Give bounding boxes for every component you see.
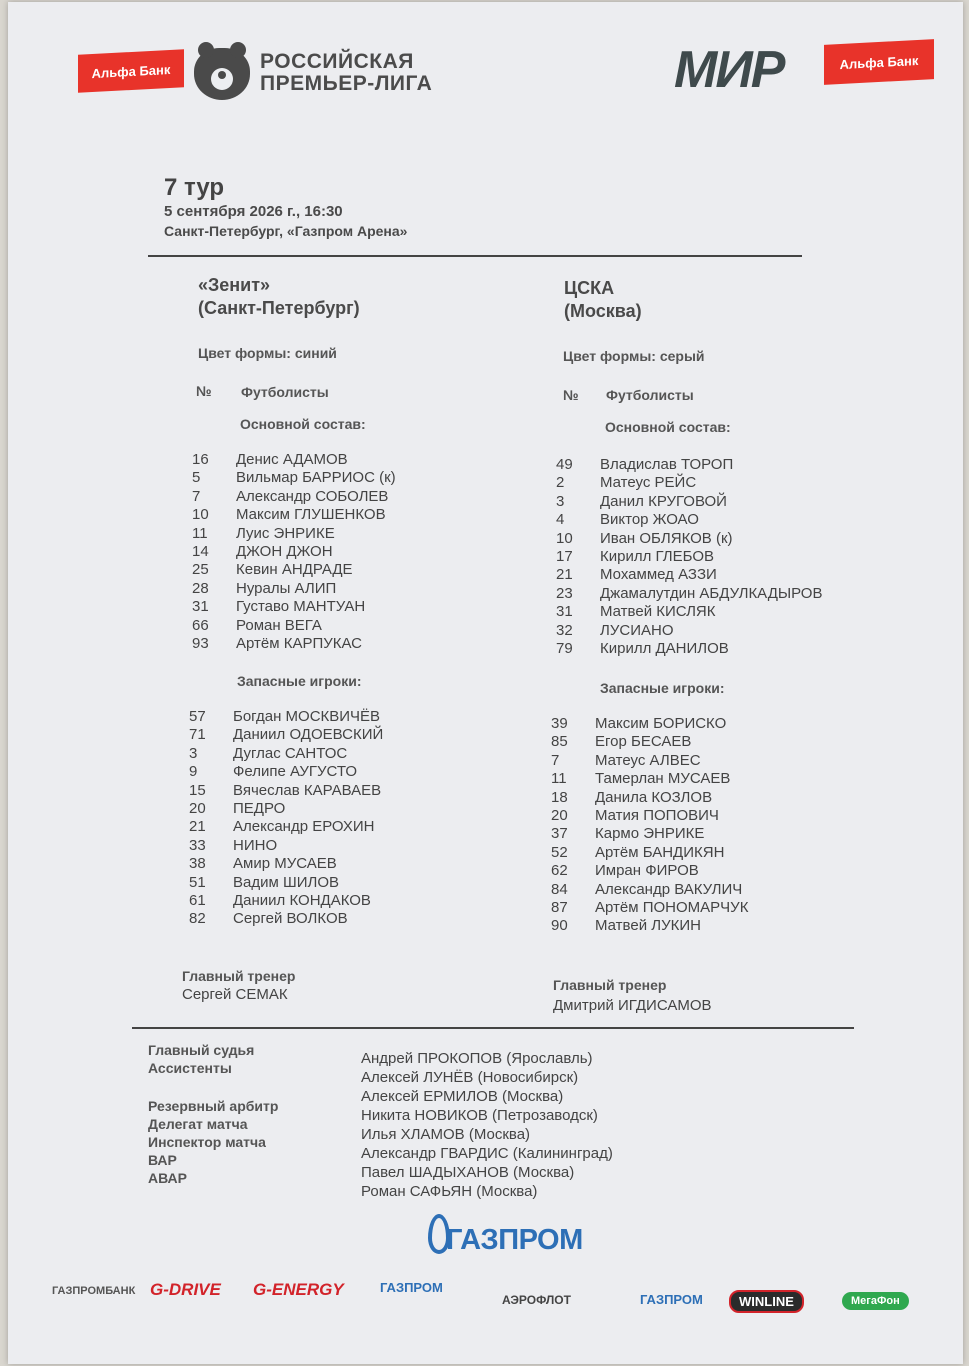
alfa-bank-logo-left — [78, 49, 184, 93]
alfa-bank-right-label: Альфа Банк — [839, 52, 919, 72]
player-number: 39 — [551, 715, 568, 732]
player-number: 9 — [189, 763, 198, 781]
league-title-line2: ПРЕМЬЕР-ЛИГА — [260, 72, 433, 95]
official-name: Никита НОВИКОВ (Петрозаводск) — [361, 1107, 598, 1124]
sponsor-megafon — [842, 1292, 909, 1310]
player-number: 23 — [556, 584, 573, 602]
player-number: 90 — [551, 917, 568, 935]
away-team-name-line2: (Москва) — [564, 301, 642, 321]
home-starting-header: Основной состав: — [240, 416, 366, 432]
player-name: Данил КРУГОВОЙ — [600, 492, 727, 510]
match-date: 5 сентября 2026 г., 16:30 — [164, 203, 343, 220]
player-name: Амир МУСАЕВ — [233, 855, 337, 873]
player-name: Имран ФИРОВ — [595, 862, 699, 880]
player-number: 17 — [556, 547, 573, 565]
player-number: 52 — [551, 843, 568, 861]
player-name: Вячеслав КАРАВАЕВ — [233, 781, 382, 799]
player-number: 21 — [189, 818, 206, 836]
home-team-name-line2: (Санкт-Петербург) — [198, 298, 360, 318]
player-name: Александр ВАКУЛИЧ — [595, 880, 743, 898]
player-name: Фелипе АУГУСТО — [233, 763, 358, 781]
player-name: Матвей КИСЛЯК — [600, 603, 716, 621]
official-name: Алексей ЕРМИЛОВ (Москва) — [361, 1088, 564, 1105]
official-name: Алексей ЛУНЁВ (Новосибирск) — [361, 1069, 579, 1086]
alfa-bank-logo-right — [824, 39, 934, 85]
player-name: Богдан МОСКВИЧЁВ — [233, 708, 381, 725]
sponsor-megafon-label: МегаФон — [851, 1295, 900, 1307]
player-name: ЛУСИАНО — [600, 621, 674, 639]
mir-logo: МИР — [674, 41, 784, 99]
divider-top — [148, 255, 802, 257]
player-name: Данила КОЗЛОВ — [595, 788, 713, 806]
player-name: Нуралы АЛИП — [236, 579, 337, 597]
sponsor-winline-label: WINLINE — [739, 1294, 794, 1309]
player-name: Артём БАНДИКЯН — [595, 843, 725, 861]
role-inspector: Инспектор матча — [148, 1134, 266, 1150]
player-name: НИНО — [233, 836, 278, 854]
player-number: 66 — [192, 616, 209, 634]
sponsor-gazprom-2: ГАЗПРОМ — [380, 1280, 443, 1295]
away-team-name — [564, 277, 642, 323]
sponsor-gazprom-3: ГАЗПРОМ — [640, 1292, 703, 1307]
away-coach-title: Главный тренер — [553, 977, 667, 993]
role-delegate: Делегат матча — [148, 1116, 248, 1132]
sponsor-aeroflot: АЭРОФЛОТ — [502, 1293, 571, 1307]
player-number: 4 — [556, 511, 565, 529]
player-name: Даниил ОДОЕВСКИЙ — [233, 726, 384, 744]
divider-bottom — [132, 1027, 854, 1029]
gazprom-main-label: ГАЗПРОМ — [446, 1224, 583, 1256]
player-name: Матеус РЕЙС — [600, 474, 697, 492]
player-number: 87 — [551, 898, 568, 916]
player-name: Дуглас САНТОС — [233, 744, 348, 762]
player-number: 51 — [189, 873, 206, 891]
match-venue: Санкт-Петербург, «Газпром Арена» — [164, 223, 408, 239]
player-number: 25 — [192, 561, 209, 579]
away-subs-header: Запасные игроки: — [600, 680, 725, 696]
player-name: Матия ПОПОВИЧ — [595, 806, 719, 824]
home-coach-name: Сергей СЕМАК — [182, 986, 288, 1003]
player-name: Александр СОБОЛЕВ — [236, 487, 389, 505]
role-avar: АВАР — [148, 1170, 187, 1186]
player-name: Александр ЕРОХИН — [233, 818, 375, 836]
player-name: Владислав ТОРОП — [600, 456, 734, 473]
player-number: 14 — [192, 542, 209, 560]
player-number: 3 — [189, 744, 198, 762]
player-name: Максим ГЛУШЕНКОВ — [236, 506, 386, 524]
player-name: Кирилл ДАНИЛОВ — [600, 639, 729, 657]
player-number: 10 — [556, 529, 573, 547]
away-team-name-line1: ЦСКА — [564, 278, 615, 298]
rpl-bear-icon — [194, 48, 250, 100]
player-name: Мохаммед АЗЗИ — [600, 566, 717, 584]
away-number-header: № — [563, 387, 579, 403]
player-name: ДЖОН ДЖОН — [236, 542, 333, 560]
player-name: Денис АДАМОВ — [236, 451, 348, 468]
player-number: 11 — [551, 770, 567, 788]
player-number: 20 — [189, 799, 206, 817]
player-name: Даниил КОНДАКОВ — [233, 891, 371, 909]
player-number: 7 — [192, 487, 201, 505]
home-coach-title: Главный тренер — [182, 968, 296, 984]
player-name: Матеус АЛВЕС — [595, 751, 701, 769]
player-name: ПЕДРО — [233, 799, 286, 817]
home-subs-header: Запасные игроки: — [237, 673, 362, 689]
alfa-bank-left-label: Альфа Банк — [91, 61, 171, 81]
official-name: Павел ШАДЫХАНОВ (Москва) — [361, 1164, 575, 1181]
away-starting-header: Основной состав: — [605, 419, 731, 435]
home-team-name — [198, 274, 360, 320]
player-name: Джамалутдин АБДУЛКАДЫРОВ — [600, 584, 823, 602]
player-number: 31 — [192, 598, 209, 616]
player-name: Кармо ЭНРИКЕ — [595, 825, 705, 843]
player-number: 93 — [192, 634, 209, 652]
player-number: 62 — [551, 862, 568, 880]
round-title: 7 тур — [164, 174, 225, 201]
player-name: Кирилл ГЛЕБОВ — [600, 547, 714, 565]
player-number: 79 — [556, 639, 573, 657]
player-name: Вильмар БАРРИОС (к) — [236, 469, 396, 487]
official-name: Илья ХЛАМОВ (Москва) — [361, 1126, 531, 1143]
player-number: 16 — [192, 451, 209, 468]
player-number: 61 — [189, 891, 206, 909]
player-number: 28 — [192, 579, 209, 597]
lineup-sheet — [8, 2, 963, 1364]
player-number: 71 — [189, 726, 206, 744]
player-name: Роман ВЕГА — [236, 616, 322, 634]
role-var: ВАР — [148, 1152, 177, 1168]
official-name: Александр ГВАРДИС (Калининград) — [361, 1145, 613, 1162]
sponsor-winline — [729, 1290, 804, 1313]
home-players-header: Футболисты — [241, 384, 329, 400]
player-name: Артём ПОНОМАРЧУК — [595, 898, 749, 916]
player-number: 33 — [189, 836, 206, 854]
player-number: 82 — [189, 910, 206, 928]
player-number: 84 — [551, 880, 568, 898]
player-number: 21 — [556, 566, 573, 584]
player-number: 11 — [192, 524, 208, 542]
player-number: 31 — [556, 603, 573, 621]
sponsor-genergy: G-ENERGY — [253, 1280, 344, 1299]
player-name: Кевин АНДРАДЕ — [236, 561, 353, 579]
sponsor-gdrive: G-DRIVE — [150, 1280, 221, 1299]
player-name: Густаво МАНТУАН — [236, 598, 366, 616]
player-name: Иван ОБЛЯКОВ (к) — [600, 529, 733, 547]
home-team-name-line1: «Зенит» — [198, 275, 271, 295]
gazprom-main-logo — [422, 1224, 583, 1257]
away-players-header: Футболисты — [606, 387, 694, 403]
home-kit-color: Цвет формы: синий — [198, 345, 337, 361]
player-number: 3 — [556, 492, 565, 510]
player-number: 7 — [551, 751, 560, 769]
player-name: Виктор ЖОАО — [600, 511, 699, 529]
player-number: 2 — [556, 474, 565, 492]
role-referee: Главный судья — [148, 1042, 255, 1058]
player-name: Сергей ВОЛКОВ — [233, 910, 348, 928]
player-number: 18 — [551, 788, 568, 806]
role-reserve: Резервный арбитр — [148, 1098, 279, 1114]
player-number: 85 — [551, 733, 568, 751]
player-number: 49 — [556, 456, 573, 473]
official-name: Андрей ПРОКОПОВ (Ярославль) — [361, 1050, 593, 1067]
away-kit-color: Цвет формы: серый — [563, 348, 705, 364]
player-name: Луис ЭНРИКЕ — [236, 524, 335, 542]
league-title-line1: РОССИЙСКАЯ — [260, 50, 414, 73]
player-number: 57 — [189, 708, 206, 725]
player-number: 38 — [189, 855, 206, 873]
player-name: Артём КАРПУКАС — [236, 634, 363, 652]
player-number: 20 — [551, 806, 568, 824]
player-name: Вадим ШИЛОВ — [233, 873, 340, 891]
sponsor-gazprombank: ГАЗПРОМБАНК — [52, 1285, 136, 1297]
player-number: 37 — [551, 825, 568, 843]
player-number: 10 — [192, 506, 209, 524]
player-name: Максим БОРИСКО — [595, 715, 727, 732]
away-coach-name: Дмитрий ИГДИСАМОВ — [553, 997, 712, 1014]
player-number: 5 — [192, 469, 201, 487]
official-name: Роман САФЬЯН (Москва) — [361, 1183, 538, 1200]
player-name: Матвей ЛУКИН — [595, 917, 701, 935]
home-number-header: № — [196, 383, 212, 399]
player-name: Егор БЕСАЕВ — [595, 733, 692, 751]
player-number: 15 — [189, 781, 206, 799]
role-assistants: Ассистенты — [148, 1060, 232, 1076]
player-number: 32 — [556, 621, 573, 639]
league-title — [260, 51, 432, 95]
player-name: Тамерлан МУСАЕВ — [595, 770, 731, 788]
